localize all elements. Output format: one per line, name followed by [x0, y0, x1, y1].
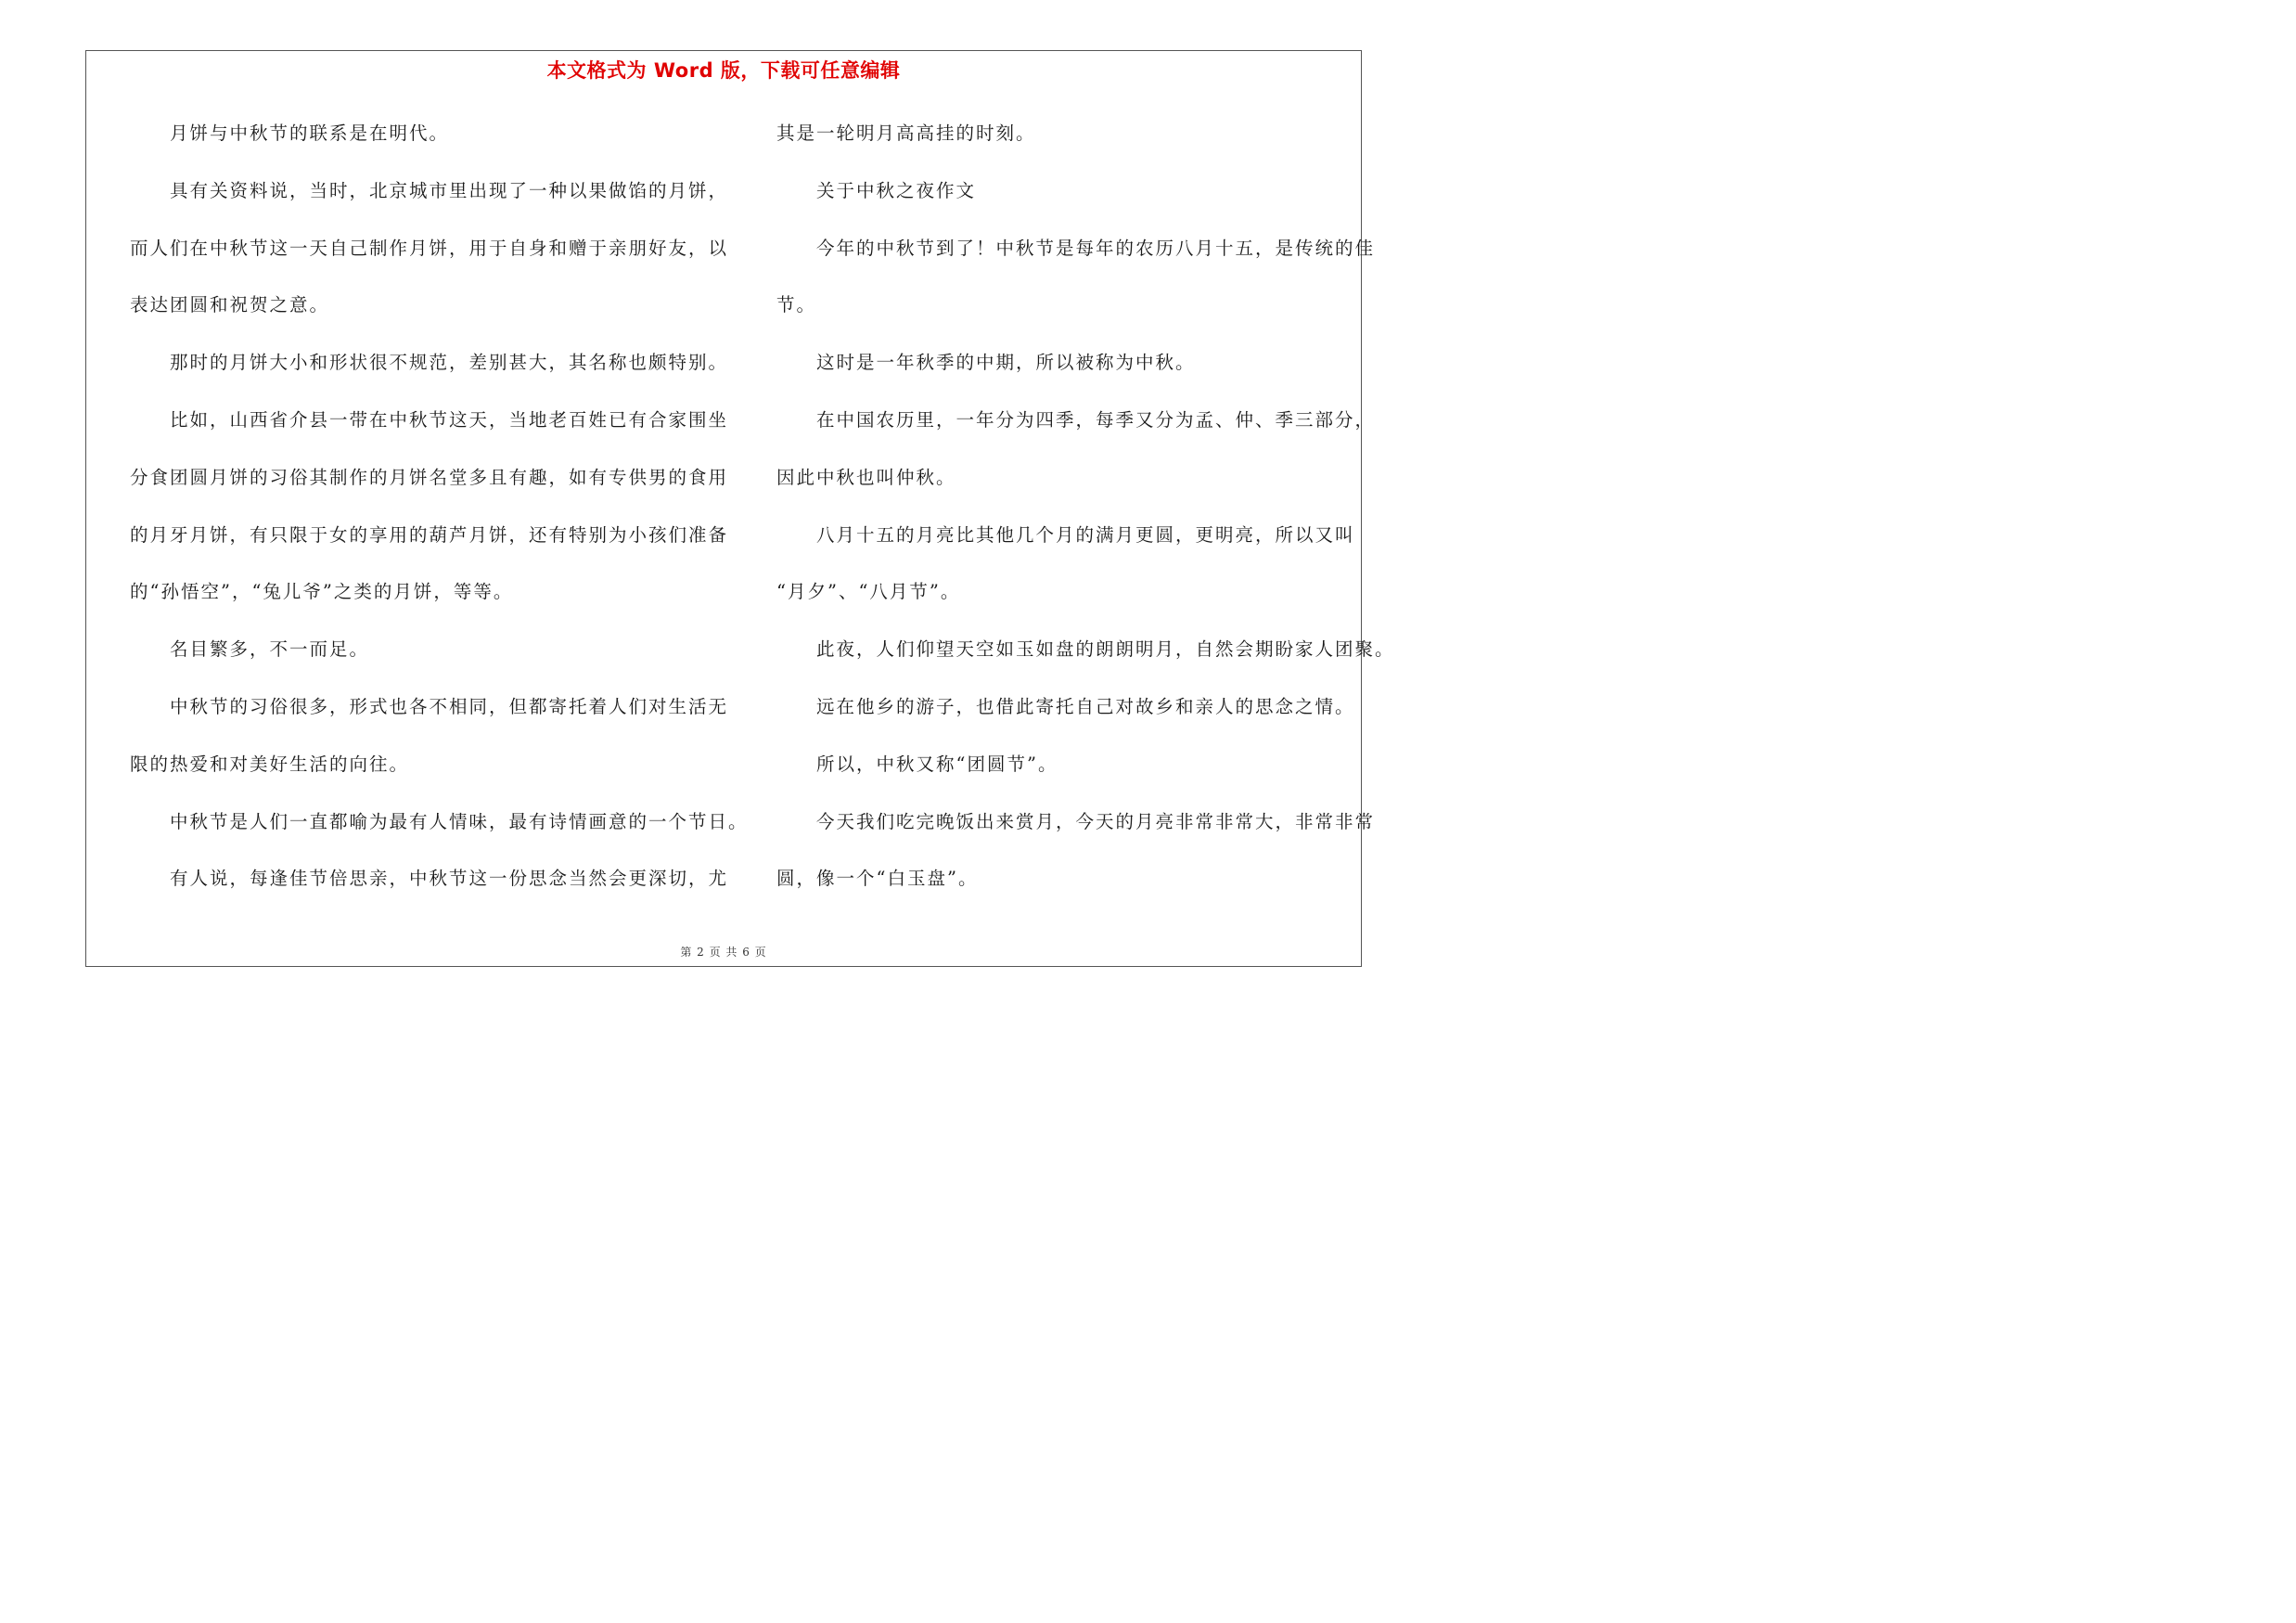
paragraph-line: 这时是一年秋季的中期，所以被称为中秋。 [816, 352, 1196, 374]
left-column [130, 110, 749, 913]
paragraph-line: 今年的中秋节到了！中秋节是每年的农历八月十五，是传统的佳 [816, 237, 1376, 259]
paragraph-line: 远在他乡的游子，也借此寄托自己对故乡和亲人的思念之情。 [816, 695, 1355, 717]
paragraph-line: 表达团圆和祝贺之意。 [130, 294, 330, 316]
paragraph-line: 此夜，人们仰望天空如玉如盘的朗朗明月，自然会期盼家人团聚。 [816, 638, 1395, 661]
right-column [776, 110, 1395, 913]
essay-title: 关于中秋之夜作文 [816, 179, 977, 201]
paragraph-line: 月饼与中秋节的联系是在明代。 [170, 122, 450, 144]
paragraph-line: 名目繁多，不一而足。 [170, 638, 370, 661]
paragraph-line: 今天我们吃完晚饭出来赏月，今天的月亮非常非常大，非常非常 [816, 810, 1376, 832]
paragraph-line: 因此中秋也叫仲秋。 [776, 466, 956, 488]
paragraph-line: 具有关资料说，当时，北京城市里出现了一种以果做馅的月饼， [170, 179, 729, 201]
paragraph-line: 所以，中秋又称“团圆节”。 [816, 753, 1058, 775]
page-number: 第 2 页 共 6 页 [680, 946, 767, 959]
paragraph-line: 中秋节是人们一直都喻为最有人情味，最有诗情画意的一个节日。 [170, 810, 749, 832]
paragraph-line: 八月十五的月亮比其他几个月的满月更圆，更明亮，所以又叫 [816, 523, 1355, 546]
format-notice: 本文格式为 Word 版，下载可任意编辑 [546, 59, 901, 82]
paragraph-line: 分食团圆月饼的习俗其制作的月饼名堂多且有趣，如有专供男的食用 [130, 466, 729, 488]
paragraph-line: 而人们在中秋节这一天自己制作月饼，用于自身和赠于亲朋好友，以 [130, 237, 729, 259]
paragraph-line: 圆，像一个“白玉盘”。 [776, 868, 979, 890]
paragraph-line: 其是一轮明月高高挂的时刻。 [776, 122, 1036, 144]
paragraph-line: 那时的月饼大小和形状很不规范，差别甚大，其名称也颇特别。 [170, 352, 729, 374]
paragraph-line: 限的热爱和对美好生活的向往。 [130, 753, 410, 775]
paragraph-line: 中秋节的习俗很多，形式也各不相同，但都寄托着人们对生活无 [170, 695, 729, 717]
paragraph-line: 比如，山西省介县一带在中秋节这天，当地老百姓已有合家围坐 [170, 408, 729, 431]
paragraph-line: “月夕”、“八月节”。 [776, 581, 961, 603]
paragraph-line: 节。 [776, 294, 817, 316]
paragraph-line: 的“孙悟空”，“兔儿爷”之类的月饼，等等。 [130, 581, 514, 603]
paragraph-line: 的月牙月饼，有只限于女的享用的葫芦月饼，还有特别为小孩们准备 [130, 523, 729, 546]
paragraph-line: 有人说，每逢佳节倍思亲，中秋节这一份思念当然会更深切，尤 [170, 868, 729, 890]
paragraph-line: 在中国农历里，一年分为四季，每季又分为孟、仲、季三部分， [816, 408, 1376, 431]
